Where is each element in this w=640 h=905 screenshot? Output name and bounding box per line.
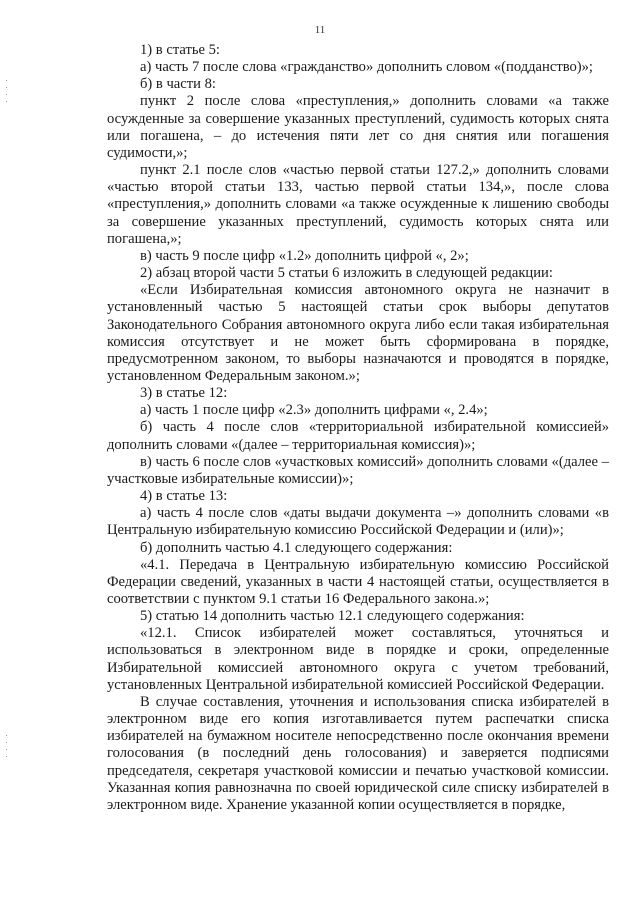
paragraph: в) часть 9 после цифр «1.2» дополнить цифрой «, 2»; [140,247,469,264]
paragraph: в) часть 6 после слов «участковых комиссий» дополнить словами «(далее – участковые избирательные комиссии)»; [107,453,609,487]
scan-margin-dots [6,735,8,763]
paragraph: 2) абзац второй части 5 статьи 6 изложить в следующей редакции: [140,265,553,282]
paragraph: пункт 2.1 после слов «частью первой статьи 127.2,» дополнить словами «частью второй статьи 133, частью первой статьи 134,», после слова «преступления,» дополнить словами «а также осужденные к лишению свободы за совершение указанных преступлений, судимость которых снята или погашена,»; [107,162,609,247]
paragraph: 1) в статье 5: [140,42,220,58]
paragraph: б) часть 4 после слов «территориальной избирательной комиссией» дополнить словами «(далее – территориальная комиссия)»; [107,419,609,453]
paragraph: В случае составления, уточнения и использования списка избирателей в электронном виде его копия изготавливается путем распечатки списка избирателей на бумажном носителе непосредственно после окончания времени голосования (в последний день голосования) и заверяется подписями председателя, секретаря участковой комиссии и печатью участковой комиссии. Указанная копия равнозначна по своей юридической силе списку избирателей в электронном виде. Хранение указанной копии осуществляется в порядке, [107,693,609,813]
paragraph: 3) в статье 12: [140,385,228,402]
document-body [107,42,609,814]
paragraph: «4.1. Передача в Центральную избирательную комиссию Российской Федерации сведений, указанных в части 4 настоящей статьи, осуществляется в соответствии с пунктом 9.1 статьи 16 Федерального закона.»; [107,556,609,607]
paragraph: «12.1. Список избирателей может составляться, уточняться и использоваться в электронном виде в порядке и сроки, определенные Избирательной комиссией автономного округа с учетом требований, установленных Центральной избирательной комиссией Российской Федерации. [107,625,609,693]
page-number: 11 [314,24,326,36]
paragraph: а) часть 4 после слов «даты выдачи документа –» дополнить словами «в Центральную избирательную комиссию Российской Федерации и (или)»; [107,505,609,539]
paragraph: а) часть 1 после цифр «2.3» дополнить цифрами «, 2.4»; [140,402,488,419]
paragraph: б) в части 8: [140,76,216,93]
paragraph: б) дополнить частью 4.1 следующего содержания: [140,539,453,556]
paragraph: 5) статью 14 дополнить частью 12.1 следующего содержания: [140,608,525,625]
paragraph: а) часть 7 после слова «гражданство» дополнить словом «(подданство)»; [140,59,593,76]
paragraph: 4) в статье 13: [140,488,228,505]
paragraph: пункт 2 после слова «преступления,» дополнить словами «а также осужденные за совершение указанных преступлений, судимость которых снята или погашена, – до истечения пяти лет со дня снятия или погашения судимости,»; [107,93,609,161]
paragraph: «Если Избирательная комиссия автономного округа не назначит в установленный частью 5 настоящей статьи срок выборы депутатов Законодательного Собрания автономного округа либо если такая избирательная комиссия отсутствует и не может быть сформирована в порядке, предусмотренном законом, то выборы назначаются и проводятся в порядке, установленном Федеральным законом.»; [107,282,609,384]
scan-margin-dots [6,80,8,108]
